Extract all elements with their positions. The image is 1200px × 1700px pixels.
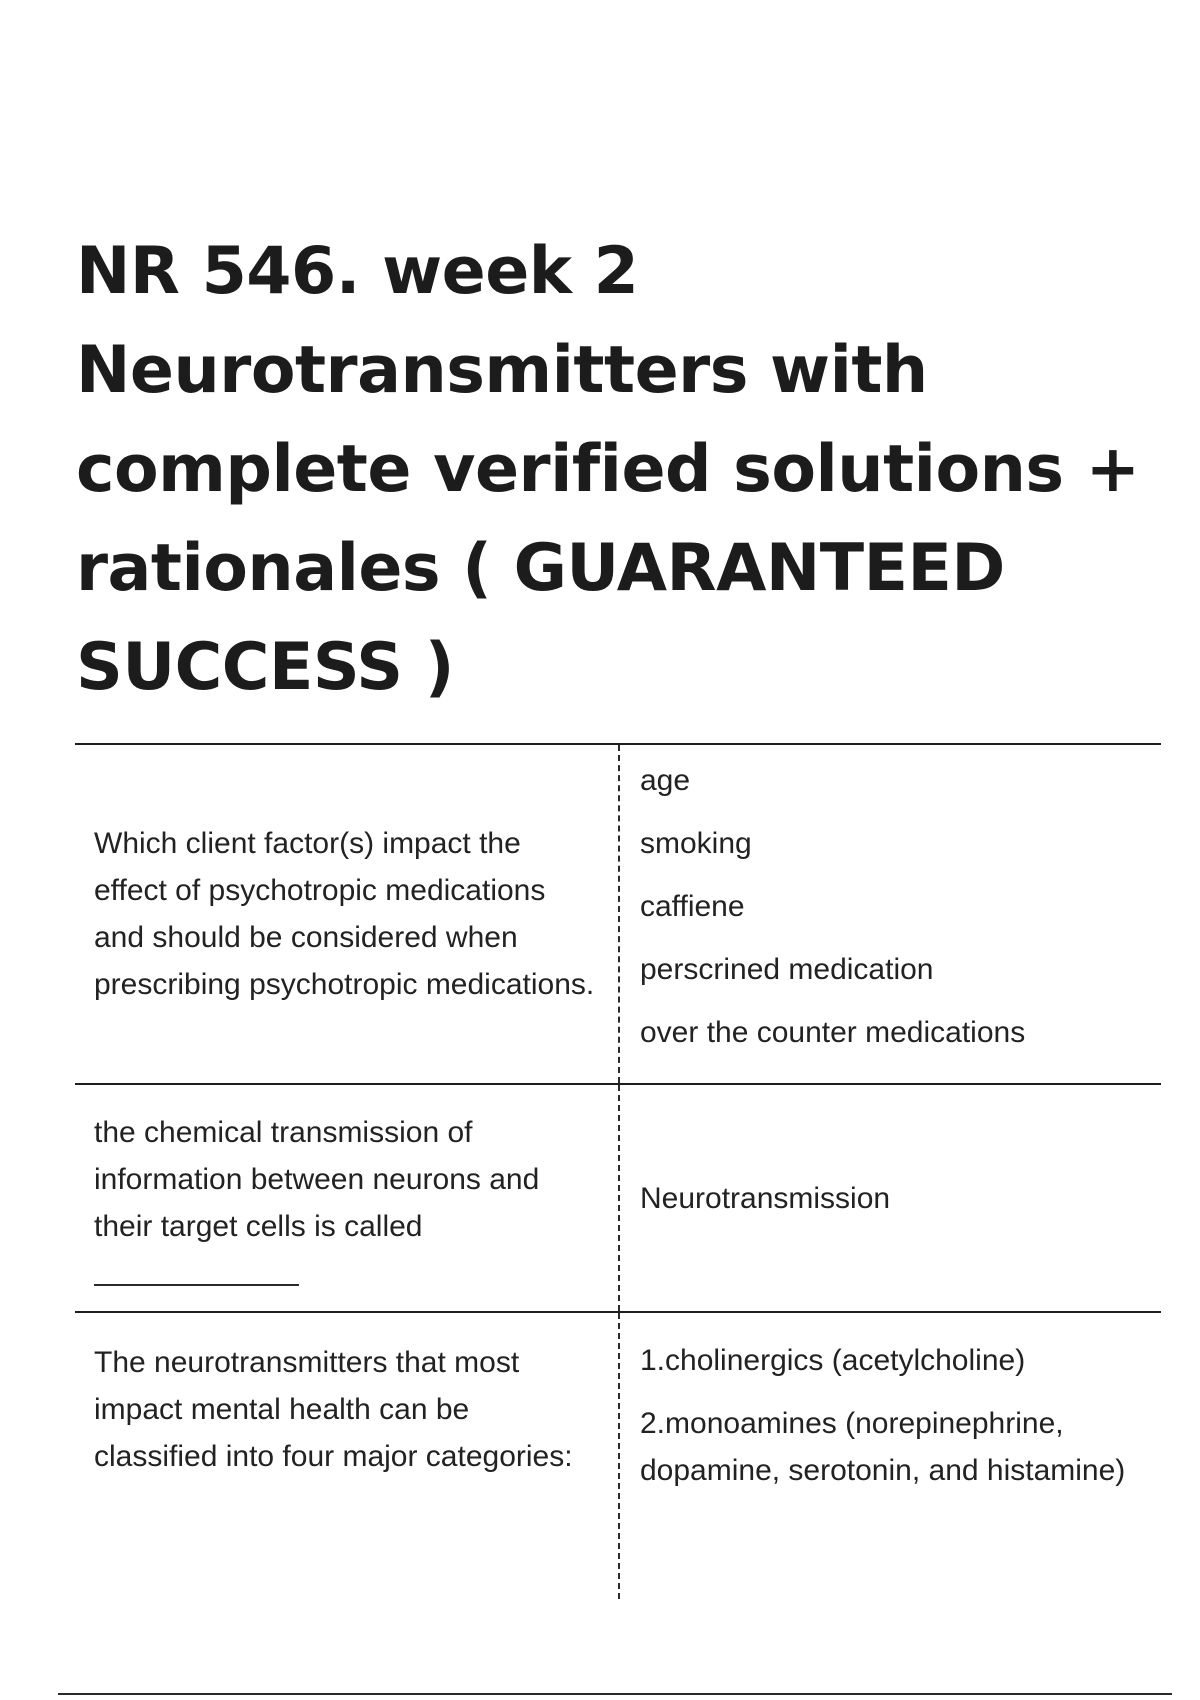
answer-cell xyxy=(618,1085,1161,1311)
answer-cell xyxy=(618,745,1161,1083)
page-bottom-rule xyxy=(58,1693,1172,1695)
answer-cell xyxy=(618,1313,1161,1599)
document-title xyxy=(76,222,1176,717)
answer-item: over the counter medications xyxy=(640,1015,1026,1049)
title-line: NR 546. week 2 xyxy=(76,234,639,309)
title-line: rationales ( GUARANTEED xyxy=(76,531,1005,606)
flashcard-table xyxy=(75,743,1161,1599)
title-line: complete verified solutions + xyxy=(76,432,1140,507)
flashcard-row xyxy=(75,1085,1161,1313)
answer-item: age xyxy=(640,763,691,797)
title-line: SUCCESS ) xyxy=(76,630,454,705)
answer-item: smoking xyxy=(640,826,752,860)
flashcard-row xyxy=(75,1313,1161,1599)
answer-item: perscrined medication xyxy=(640,952,934,986)
question-cell xyxy=(75,745,618,1083)
flashcard-row xyxy=(75,745,1161,1085)
title-line: Neurotransmitters with xyxy=(76,333,928,408)
answer-item: 1.cholinergics (acetylcholine) xyxy=(640,1344,1026,1377)
question-text xyxy=(94,1109,600,1300)
answer-item: Neurotransmission xyxy=(640,1181,891,1215)
question-cell xyxy=(75,1313,618,1599)
question-cell xyxy=(75,1085,618,1311)
question-text-content: the chemical transmission of information between neurons and their target cells is called xyxy=(94,1116,540,1243)
question-text: Which client factor(s) impact the effect of psychotropic medications and should be considered when prescribing psychotropic medications. xyxy=(94,827,595,1001)
answer-item: 2.monoamines (norepinephrine, dopamine, serotonin, and histamine) xyxy=(640,1407,1126,1487)
answer-item: caffiene xyxy=(640,889,745,923)
fill-in-blank-line xyxy=(94,1284,299,1286)
question-text: The neurotransmitters that most impact mental health can be classified into four major categories: xyxy=(94,1346,573,1473)
